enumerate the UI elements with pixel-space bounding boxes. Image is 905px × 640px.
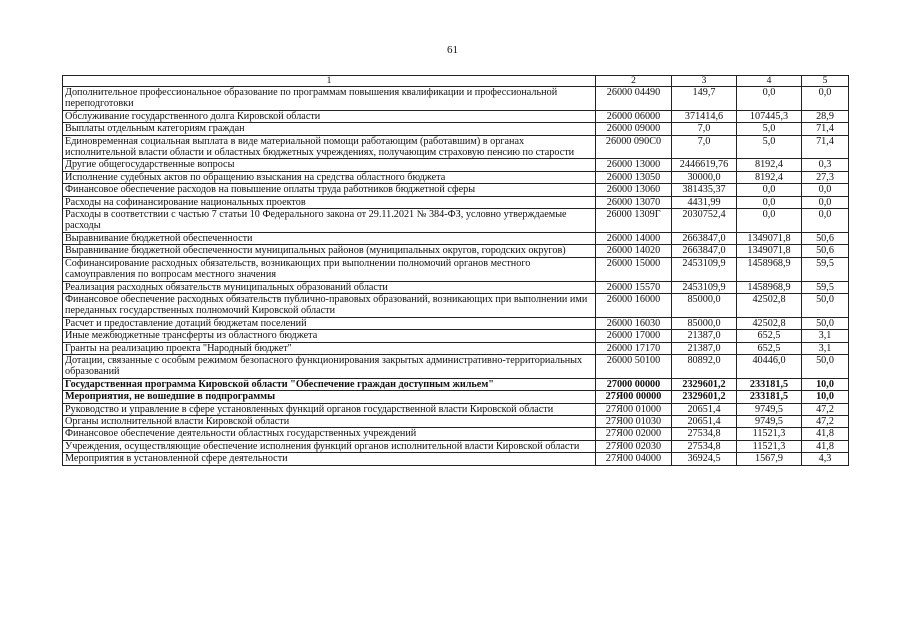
row-name: Выравнивание бюджетной обеспеченности муниципальных районов (муниципальных округов, городских округов) xyxy=(63,245,596,257)
row-percent: 50,0 xyxy=(802,354,849,378)
row-code: 26000 15570 xyxy=(596,281,672,293)
row-percent: 27,3 xyxy=(802,171,849,183)
row-planned: 149,7 xyxy=(672,87,737,111)
row-executed: 1458968,9 xyxy=(737,257,802,281)
table-row xyxy=(63,415,849,427)
row-name: Гранты на реализацию проекта "Народный бюджет" xyxy=(63,342,596,354)
header-col-5: 5 xyxy=(802,76,849,87)
table-row xyxy=(63,159,849,171)
row-name: Дотации, связанные с особым режимом безопасного функционирования закрытых административно-территориальных образований xyxy=(63,354,596,378)
table-row xyxy=(63,440,849,452)
row-executed: 1349071,8 xyxy=(737,232,802,244)
row-code: 26000 14000 xyxy=(596,232,672,244)
row-executed: 5,0 xyxy=(737,135,802,159)
row-code: 26000 16000 xyxy=(596,293,672,317)
row-code: 27000 00000 xyxy=(596,378,672,390)
row-percent: 50,6 xyxy=(802,232,849,244)
row-percent: 59,5 xyxy=(802,281,849,293)
table-row xyxy=(63,354,849,378)
row-code: 27Я00 02000 xyxy=(596,428,672,440)
row-executed: 9749,5 xyxy=(737,403,802,415)
row-name: Государственная программа Кировской области "Обеспечение граждан доступным жильем" xyxy=(63,378,596,390)
row-name: Финансовое обеспечение расходов на повышение оплаты труда работников бюджетной сферы xyxy=(63,184,596,196)
row-name: Выравнивание бюджетной обеспеченности xyxy=(63,232,596,244)
row-percent: 50,6 xyxy=(802,245,849,257)
row-code: 26000 09000 xyxy=(596,123,672,135)
row-code: 26000 50100 xyxy=(596,354,672,378)
row-code: 27Я00 01030 xyxy=(596,415,672,427)
row-code: 26000 090С0 xyxy=(596,135,672,159)
row-code: 26000 17000 xyxy=(596,330,672,342)
row-executed: 0,0 xyxy=(737,209,802,233)
row-name: Исполнение судебных актов по обращению взыскания на средства областного бюджета xyxy=(63,171,596,183)
row-code: 26000 13060 xyxy=(596,184,672,196)
row-executed: 652,5 xyxy=(737,330,802,342)
row-planned: 2446619,76 xyxy=(672,159,737,171)
row-percent: 28,9 xyxy=(802,110,849,122)
row-percent: 47,2 xyxy=(802,403,849,415)
table-row xyxy=(63,453,849,465)
row-percent: 41,8 xyxy=(802,428,849,440)
row-executed: 1458968,9 xyxy=(737,281,802,293)
row-name: Обслуживание государственного долга Кировской области xyxy=(63,110,596,122)
table-row xyxy=(63,232,849,244)
row-percent: 10,0 xyxy=(802,378,849,390)
table-row xyxy=(63,403,849,415)
row-name: Руководство и управление в сфере установленных функций органов государственной власти Кировской области xyxy=(63,403,596,415)
table-row xyxy=(63,257,849,281)
row-planned: 2663847,0 xyxy=(672,232,737,244)
row-percent: 0,0 xyxy=(802,209,849,233)
row-percent: 0,0 xyxy=(802,196,849,208)
row-name: Мероприятия, не вошедшие в подпрограммы xyxy=(63,391,596,403)
row-name: Выплаты отдельным категориям граждан xyxy=(63,123,596,135)
row-executed: 8192,4 xyxy=(737,171,802,183)
row-code: 27Я00 02030 xyxy=(596,440,672,452)
row-code: 26000 13000 xyxy=(596,159,672,171)
row-percent: 0,0 xyxy=(802,87,849,111)
row-planned: 2453109,9 xyxy=(672,281,737,293)
row-name: Другие общегосударственные вопросы xyxy=(63,159,596,171)
row-executed: 1567,9 xyxy=(737,453,802,465)
budget-table xyxy=(62,75,849,466)
row-code: 26000 04490 xyxy=(596,87,672,111)
row-planned: 27534,8 xyxy=(672,440,737,452)
table-row xyxy=(63,110,849,122)
header-col-1: 1 xyxy=(63,76,596,87)
table-row xyxy=(63,171,849,183)
row-planned: 7,0 xyxy=(672,123,737,135)
row-planned: 30000,0 xyxy=(672,171,737,183)
row-executed: 0,0 xyxy=(737,184,802,196)
row-executed: 42502,8 xyxy=(737,293,802,317)
table-row xyxy=(63,135,849,159)
row-planned: 36924,5 xyxy=(672,453,737,465)
row-code: 26000 16030 xyxy=(596,317,672,329)
row-executed: 11521,3 xyxy=(737,428,802,440)
header-col-3: 3 xyxy=(672,76,737,87)
row-percent: 3,1 xyxy=(802,330,849,342)
row-planned: 381435,37 xyxy=(672,184,737,196)
row-executed: 42502,8 xyxy=(737,317,802,329)
row-executed: 0,0 xyxy=(737,87,802,111)
row-name: Расходы на софинансирование национальных проектов xyxy=(63,196,596,208)
row-name: Органы исполнительной власти Кировской области xyxy=(63,415,596,427)
table-row xyxy=(63,123,849,135)
row-planned: 85000,0 xyxy=(672,317,737,329)
table-body xyxy=(63,87,849,466)
row-planned: 20651,4 xyxy=(672,415,737,427)
row-executed: 8192,4 xyxy=(737,159,802,171)
row-planned: 20651,4 xyxy=(672,403,737,415)
row-code: 26000 13050 xyxy=(596,171,672,183)
table-row xyxy=(63,281,849,293)
row-code: 27Я00 00000 xyxy=(596,391,672,403)
row-name: Финансовое обеспечение расходных обязательств публично-правовых образований, возникающих при выполнении ими переданных государственных полномочий Кировской области xyxy=(63,293,596,317)
row-name: Реализация расходных обязательств муниципальных образований области xyxy=(63,281,596,293)
row-planned: 371414,6 xyxy=(672,110,737,122)
row-name: Дополнительное профессиональное образование по программам повышения квалификации и профессиональной переподготовки xyxy=(63,87,596,111)
table-row xyxy=(63,317,849,329)
table-row xyxy=(63,428,849,440)
table-row xyxy=(63,342,849,354)
table-row xyxy=(63,209,849,233)
row-executed: 107445,3 xyxy=(737,110,802,122)
table-row xyxy=(63,184,849,196)
row-name: Мероприятия в установленной сфере деятельности xyxy=(63,453,596,465)
row-percent: 50,0 xyxy=(802,317,849,329)
row-name: Расходы в соответствии с частью 7 статьи 10 Федерального закона от 29.11.2021 № 384-ФЗ, условно утверждаемые расходы xyxy=(63,209,596,233)
row-name: Софинансирование расходных обязательств, возникающих при выполнении полномочий органов местного самоуправления по вопросам местного значения xyxy=(63,257,596,281)
table-row xyxy=(63,293,849,317)
row-executed: 652,5 xyxy=(737,342,802,354)
row-percent: 59,5 xyxy=(802,257,849,281)
row-executed: 0,0 xyxy=(737,196,802,208)
row-executed: 233181,5 xyxy=(737,391,802,403)
row-name: Учреждения, осуществляющие обеспечение исполнения функций органов исполнительной власти Кировской области xyxy=(63,440,596,452)
row-planned: 7,0 xyxy=(672,135,737,159)
row-percent: 0,3 xyxy=(802,159,849,171)
table-row xyxy=(63,245,849,257)
row-code: 26000 14020 xyxy=(596,245,672,257)
table-row xyxy=(63,391,849,403)
row-planned: 21387,0 xyxy=(672,330,737,342)
row-code: 26000 06000 xyxy=(596,110,672,122)
row-planned: 2329601,2 xyxy=(672,391,737,403)
page-number: 61 xyxy=(447,44,458,56)
row-executed: 11521,3 xyxy=(737,440,802,452)
row-percent: 47,2 xyxy=(802,415,849,427)
row-planned: 2030752,4 xyxy=(672,209,737,233)
row-planned: 27534,8 xyxy=(672,428,737,440)
header-row xyxy=(63,76,849,87)
row-planned: 21387,0 xyxy=(672,342,737,354)
row-code: 26000 17170 xyxy=(596,342,672,354)
table-row xyxy=(63,196,849,208)
row-code: 27Я00 01000 xyxy=(596,403,672,415)
row-name: Иные межбюджетные трансферты из областного бюджета xyxy=(63,330,596,342)
row-executed: 40446,0 xyxy=(737,354,802,378)
table-row xyxy=(63,87,849,111)
row-planned: 85000,0 xyxy=(672,293,737,317)
row-percent: 50,0 xyxy=(802,293,849,317)
row-executed: 1349071,8 xyxy=(737,245,802,257)
row-executed: 233181,5 xyxy=(737,378,802,390)
row-percent: 0,0 xyxy=(802,184,849,196)
row-planned: 2663847,0 xyxy=(672,245,737,257)
row-code: 26000 15000 xyxy=(596,257,672,281)
row-percent: 3,1 xyxy=(802,342,849,354)
row-name: Финансовое обеспечение деятельности областных государственных учреждений xyxy=(63,428,596,440)
row-code: 26000 13070 xyxy=(596,196,672,208)
row-executed: 5,0 xyxy=(737,123,802,135)
row-percent: 41,8 xyxy=(802,440,849,452)
row-percent: 4,3 xyxy=(802,453,849,465)
row-percent: 71,4 xyxy=(802,123,849,135)
header-col-4: 4 xyxy=(737,76,802,87)
header-col-2: 2 xyxy=(596,76,672,87)
row-name: Единовременная социальная выплата в виде материальной помощи работающим (работавшим) в органах исполнительной власти области и областных бюджетных учреждениях, получающим страховую пенсию по старости xyxy=(63,135,596,159)
row-planned: 4431,99 xyxy=(672,196,737,208)
row-name: Расчет и предоставление дотаций бюджетам поселений xyxy=(63,317,596,329)
row-planned: 2329601,2 xyxy=(672,378,737,390)
table-row xyxy=(63,378,849,390)
row-executed: 9749,5 xyxy=(737,415,802,427)
row-planned: 2453109,9 xyxy=(672,257,737,281)
row-percent: 10,0 xyxy=(802,391,849,403)
row-code: 26000 1309Г xyxy=(596,209,672,233)
table-row xyxy=(63,330,849,342)
row-planned: 80892,0 xyxy=(672,354,737,378)
row-code: 27Я00 04000 xyxy=(596,453,672,465)
row-percent: 71,4 xyxy=(802,135,849,159)
